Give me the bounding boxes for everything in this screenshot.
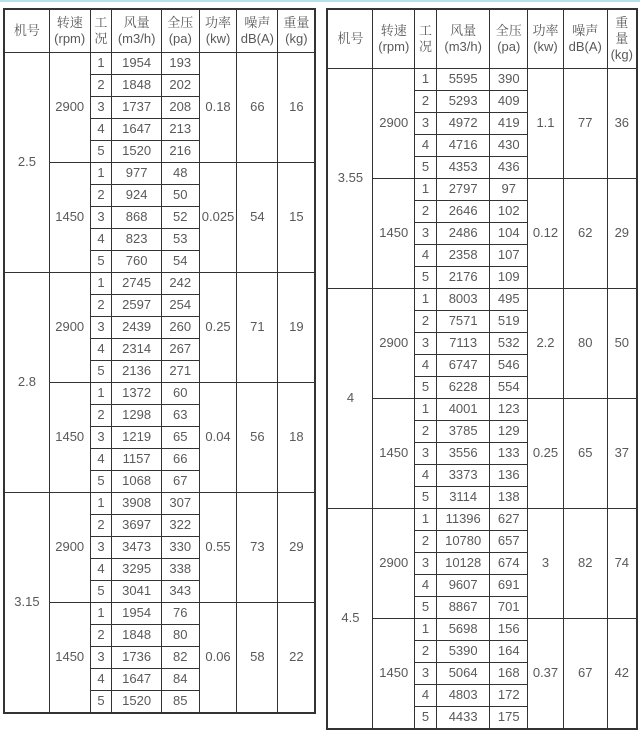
condition-cell: 3 [90, 97, 112, 119]
condition-cell: 3 [415, 663, 437, 685]
condition-cell: 1 [415, 619, 437, 641]
weight-cell: 74 [607, 509, 637, 619]
table-row [4, 493, 315, 515]
pressure-cell: 53 [161, 229, 199, 251]
airflow-cell: 977 [112, 163, 162, 185]
col-header-model: 机号 [327, 9, 372, 69]
pressure-cell: 343 [161, 581, 199, 603]
weight-cell: 22 [278, 603, 316, 714]
condition-cell: 3 [90, 317, 112, 339]
airflow-cell: 2358 [436, 245, 490, 267]
airflow-cell: 2745 [112, 273, 162, 295]
table-row [327, 399, 637, 421]
pressure-cell: 67 [161, 471, 199, 493]
pressure-cell: 271 [161, 361, 199, 383]
condition-cell: 5 [90, 141, 112, 163]
table-row [4, 273, 315, 295]
model-cell: 3.15 [4, 493, 49, 714]
weight-cell: 50 [607, 289, 637, 399]
condition-cell: 2 [90, 515, 112, 537]
condition-cell: 1 [415, 179, 437, 201]
condition-cell: 2 [415, 201, 437, 223]
pressure-cell: 129 [490, 421, 528, 443]
model-cell: 4 [327, 289, 372, 509]
rpm-cell: 2900 [373, 289, 415, 399]
pressure-cell: 175 [490, 707, 528, 730]
pressure-cell: 82 [161, 647, 199, 669]
airflow-cell: 924 [112, 185, 162, 207]
airflow-cell: 5064 [436, 663, 490, 685]
pressure-cell: 519 [490, 311, 528, 333]
airflow-cell: 1520 [112, 141, 162, 163]
table-header [4, 9, 315, 53]
pressure-cell: 76 [161, 603, 199, 625]
condition-cell: 5 [90, 691, 112, 714]
airflow-cell: 6228 [436, 377, 490, 399]
col-header-power: 功率 (kw) [199, 9, 237, 53]
airflow-cell: 3373 [436, 465, 490, 487]
condition-cell: 3 [415, 333, 437, 355]
airflow-cell: 9607 [436, 575, 490, 597]
condition-cell: 2 [415, 91, 437, 113]
pressure-cell: 208 [161, 97, 199, 119]
condition-cell: 5 [90, 471, 112, 493]
airflow-cell: 2597 [112, 295, 162, 317]
pressure-cell: 136 [490, 465, 528, 487]
airflow-cell: 2176 [436, 267, 490, 289]
condition-cell: 2 [90, 295, 112, 317]
condition-cell: 3 [90, 207, 112, 229]
condition-cell: 1 [90, 603, 112, 625]
airflow-cell: 3295 [112, 559, 162, 581]
airflow-cell: 1647 [112, 669, 162, 691]
power-cell: 0.25 [199, 273, 237, 383]
pressure-cell: 691 [490, 575, 528, 597]
model-cell: 4.5 [327, 509, 372, 730]
col-header-pressure: 全压 (pa) [161, 9, 199, 53]
airflow-cell: 1298 [112, 405, 162, 427]
power-cell: 0.025 [199, 163, 237, 273]
table-row [4, 163, 315, 185]
pressure-cell: 674 [490, 553, 528, 575]
condition-cell: 5 [415, 597, 437, 619]
table-row [327, 69, 637, 91]
col-header-weight: 重量 (kg) [278, 9, 316, 53]
power-cell: 0.12 [528, 179, 564, 289]
pressure-cell: 65 [161, 427, 199, 449]
condition-cell: 2 [415, 641, 437, 663]
airflow-cell: 3556 [436, 443, 490, 465]
pressure-cell: 419 [490, 113, 528, 135]
pressure-cell: 267 [161, 339, 199, 361]
airflow-cell: 8867 [436, 597, 490, 619]
airflow-cell: 2646 [436, 201, 490, 223]
weight-cell: 19 [278, 273, 316, 383]
airflow-cell: 1737 [112, 97, 162, 119]
pressure-cell: 138 [490, 487, 528, 509]
weight-cell: 29 [278, 493, 316, 603]
power-cell: 0.55 [199, 493, 237, 603]
pressure-cell: 66 [161, 449, 199, 471]
condition-cell: 2 [415, 531, 437, 553]
airflow-cell: 2314 [112, 339, 162, 361]
airflow-cell: 3908 [112, 493, 162, 515]
condition-cell: 1 [415, 69, 437, 91]
pressure-cell: 330 [161, 537, 199, 559]
condition-cell: 1 [415, 399, 437, 421]
airflow-cell: 7571 [436, 311, 490, 333]
airflow-cell: 4353 [436, 157, 490, 179]
condition-cell: 3 [415, 223, 437, 245]
pressure-cell: 102 [490, 201, 528, 223]
noise-cell: 65 [563, 399, 607, 509]
condition-cell: 1 [90, 53, 112, 75]
col-header-rpm: 转速 (rpm) [49, 9, 90, 53]
col-header-pressure: 全压 (pa) [490, 9, 528, 69]
table-row [327, 179, 637, 201]
fan-spec-table-right [326, 8, 638, 730]
fan-spec-table-left [3, 8, 316, 714]
weight-cell: 15 [278, 163, 316, 273]
airflow-cell: 1068 [112, 471, 162, 493]
pressure-cell: 657 [490, 531, 528, 553]
condition-cell: 3 [415, 113, 437, 135]
pressure-cell: 338 [161, 559, 199, 581]
power-cell: 0.37 [528, 619, 564, 730]
pressure-cell: 85 [161, 691, 199, 714]
rpm-cell: 2900 [373, 509, 415, 619]
table-row [4, 53, 315, 75]
airflow-cell: 3697 [112, 515, 162, 537]
col-header-weight: 重 量 (kg) [607, 9, 637, 69]
rpm-cell: 1450 [49, 383, 90, 493]
pressure-cell: 202 [161, 75, 199, 97]
condition-cell: 1 [415, 289, 437, 311]
pressure-cell: 193 [161, 53, 199, 75]
pressure-cell: 701 [490, 597, 528, 619]
power-cell: 0.25 [528, 399, 564, 509]
condition-cell: 1 [90, 383, 112, 405]
pressure-cell: 627 [490, 509, 528, 531]
airflow-cell: 1219 [112, 427, 162, 449]
airflow-cell: 4433 [436, 707, 490, 730]
col-header-condition: 工 况 [90, 9, 112, 53]
condition-cell: 4 [90, 229, 112, 251]
pressure-cell: 216 [161, 141, 199, 163]
noise-cell: 80 [563, 289, 607, 399]
airflow-cell: 5390 [436, 641, 490, 663]
condition-cell: 3 [415, 443, 437, 465]
airflow-cell: 823 [112, 229, 162, 251]
airflow-cell: 1736 [112, 647, 162, 669]
noise-cell: 73 [237, 493, 278, 603]
airflow-cell: 868 [112, 207, 162, 229]
airflow-cell: 1647 [112, 119, 162, 141]
weight-cell: 29 [607, 179, 637, 289]
power-cell: 1.1 [528, 69, 564, 179]
pressure-cell: 213 [161, 119, 199, 141]
table-header [327, 9, 637, 69]
condition-cell: 4 [90, 339, 112, 361]
table-body [4, 53, 315, 714]
power-cell: 0.06 [199, 603, 237, 714]
pressure-cell: 436 [490, 157, 528, 179]
noise-cell: 82 [563, 509, 607, 619]
weight-cell: 42 [607, 619, 637, 730]
pressure-cell: 260 [161, 317, 199, 339]
pressure-cell: 242 [161, 273, 199, 295]
pressure-cell: 104 [490, 223, 528, 245]
condition-cell: 5 [90, 581, 112, 603]
pressure-cell: 554 [490, 377, 528, 399]
airflow-cell: 4716 [436, 135, 490, 157]
airflow-cell: 4803 [436, 685, 490, 707]
col-header-model: 机号 [4, 9, 49, 53]
airflow-cell: 1520 [112, 691, 162, 714]
weight-cell: 36 [607, 69, 637, 179]
condition-cell: 3 [90, 537, 112, 559]
airflow-cell: 11396 [436, 509, 490, 531]
airflow-cell: 8003 [436, 289, 490, 311]
airflow-cell: 5595 [436, 69, 490, 91]
pressure-cell: 48 [161, 163, 199, 185]
airflow-cell: 1372 [112, 383, 162, 405]
table-body [327, 69, 637, 730]
condition-cell: 1 [415, 509, 437, 531]
noise-cell: 56 [237, 383, 278, 493]
condition-cell: 2 [90, 625, 112, 647]
condition-cell: 2 [90, 185, 112, 207]
airflow-cell: 2439 [112, 317, 162, 339]
rpm-cell: 2900 [373, 69, 415, 179]
condition-cell: 2 [90, 405, 112, 427]
condition-cell: 5 [415, 267, 437, 289]
table-row [327, 619, 637, 641]
model-cell: 2.5 [4, 53, 49, 273]
pressure-cell: 164 [490, 641, 528, 663]
airflow-cell: 2486 [436, 223, 490, 245]
condition-cell: 2 [90, 75, 112, 97]
airflow-cell: 2136 [112, 361, 162, 383]
condition-cell: 4 [90, 119, 112, 141]
condition-cell: 4 [415, 355, 437, 377]
condition-cell: 2 [415, 421, 437, 443]
noise-cell: 67 [563, 619, 607, 730]
rpm-cell: 1450 [373, 619, 415, 730]
condition-cell: 5 [415, 377, 437, 399]
col-header-power: 功率 (kw) [528, 9, 564, 69]
condition-cell: 1 [90, 273, 112, 295]
condition-cell: 2 [415, 311, 437, 333]
model-cell: 3.55 [327, 69, 372, 289]
condition-cell: 3 [90, 647, 112, 669]
fan-spec-page [0, 2, 640, 730]
rpm-cell: 2900 [49, 53, 90, 163]
airflow-cell: 6747 [436, 355, 490, 377]
condition-cell: 4 [415, 685, 437, 707]
pressure-cell: 60 [161, 383, 199, 405]
noise-cell: 54 [237, 163, 278, 273]
weight-cell: 18 [278, 383, 316, 493]
pressure-cell: 133 [490, 443, 528, 465]
col-header-rpm: 转速 (rpm) [373, 9, 415, 69]
col-header-condition: 工 况 [415, 9, 437, 69]
condition-cell: 5 [415, 487, 437, 509]
pressure-cell: 80 [161, 625, 199, 647]
noise-cell: 71 [237, 273, 278, 383]
condition-cell: 5 [415, 157, 437, 179]
airflow-cell: 1157 [112, 449, 162, 471]
pressure-cell: 172 [490, 685, 528, 707]
condition-cell: 1 [90, 163, 112, 185]
table-row [327, 509, 637, 531]
condition-cell: 4 [415, 135, 437, 157]
airflow-cell: 3114 [436, 487, 490, 509]
header-row [4, 9, 315, 53]
airflow-cell: 7113 [436, 333, 490, 355]
pressure-cell: 97 [490, 179, 528, 201]
airflow-cell: 10128 [436, 553, 490, 575]
airflow-cell: 760 [112, 251, 162, 273]
weight-cell: 37 [607, 399, 637, 509]
condition-cell: 5 [415, 707, 437, 730]
condition-cell: 4 [90, 559, 112, 581]
rpm-cell: 2900 [49, 273, 90, 383]
pressure-cell: 322 [161, 515, 199, 537]
power-cell: 3 [528, 509, 564, 619]
pressure-cell: 54 [161, 251, 199, 273]
table-row [4, 603, 315, 625]
pressure-cell: 495 [490, 289, 528, 311]
condition-cell: 4 [415, 245, 437, 267]
pressure-cell: 390 [490, 69, 528, 91]
airflow-cell: 2797 [436, 179, 490, 201]
condition-cell: 3 [90, 427, 112, 449]
power-cell: 0.04 [199, 383, 237, 493]
pressure-cell: 168 [490, 663, 528, 685]
model-cell: 2.8 [4, 273, 49, 493]
condition-cell: 5 [90, 361, 112, 383]
col-header-airflow: 风量 (m3/h) [112, 9, 162, 53]
pressure-cell: 156 [490, 619, 528, 641]
airflow-cell: 5293 [436, 91, 490, 113]
pressure-cell: 123 [490, 399, 528, 421]
pressure-cell: 254 [161, 295, 199, 317]
airflow-cell: 4001 [436, 399, 490, 421]
condition-cell: 3 [415, 553, 437, 575]
condition-cell: 4 [90, 669, 112, 691]
rpm-cell: 1450 [373, 179, 415, 289]
condition-cell: 4 [90, 449, 112, 471]
table-row [4, 383, 315, 405]
weight-cell: 16 [278, 53, 316, 163]
airflow-cell: 10780 [436, 531, 490, 553]
power-cell: 0.18 [199, 53, 237, 163]
rpm-cell: 1450 [49, 163, 90, 273]
header-row [327, 9, 637, 69]
airflow-cell: 3473 [112, 537, 162, 559]
pressure-cell: 546 [490, 355, 528, 377]
noise-cell: 58 [237, 603, 278, 714]
noise-cell: 62 [563, 179, 607, 289]
rpm-cell: 1450 [373, 399, 415, 509]
airflow-cell: 1848 [112, 75, 162, 97]
airflow-cell: 1954 [112, 603, 162, 625]
table-row [327, 289, 637, 311]
pressure-cell: 307 [161, 493, 199, 515]
airflow-cell: 3041 [112, 581, 162, 603]
airflow-cell: 5698 [436, 619, 490, 641]
col-header-noise: 噪声 dB(A) [563, 9, 607, 69]
pressure-cell: 409 [490, 91, 528, 113]
pressure-cell: 107 [490, 245, 528, 267]
col-header-noise: 噪声 dB(A) [237, 9, 278, 53]
condition-cell: 5 [90, 251, 112, 273]
power-cell: 2.2 [528, 289, 564, 399]
airflow-cell: 4972 [436, 113, 490, 135]
pressure-cell: 109 [490, 267, 528, 289]
airflow-cell: 1954 [112, 53, 162, 75]
condition-cell: 4 [415, 465, 437, 487]
noise-cell: 77 [563, 69, 607, 179]
airflow-cell: 1848 [112, 625, 162, 647]
condition-cell: 1 [90, 493, 112, 515]
pressure-cell: 430 [490, 135, 528, 157]
pressure-cell: 63 [161, 405, 199, 427]
pressure-cell: 52 [161, 207, 199, 229]
col-header-airflow: 风量 (m3/h) [436, 9, 490, 69]
noise-cell: 66 [237, 53, 278, 163]
pressure-cell: 532 [490, 333, 528, 355]
pressure-cell: 84 [161, 669, 199, 691]
condition-cell: 4 [415, 575, 437, 597]
pressure-cell: 50 [161, 185, 199, 207]
rpm-cell: 1450 [49, 603, 90, 714]
airflow-cell: 3785 [436, 421, 490, 443]
rpm-cell: 2900 [49, 493, 90, 603]
